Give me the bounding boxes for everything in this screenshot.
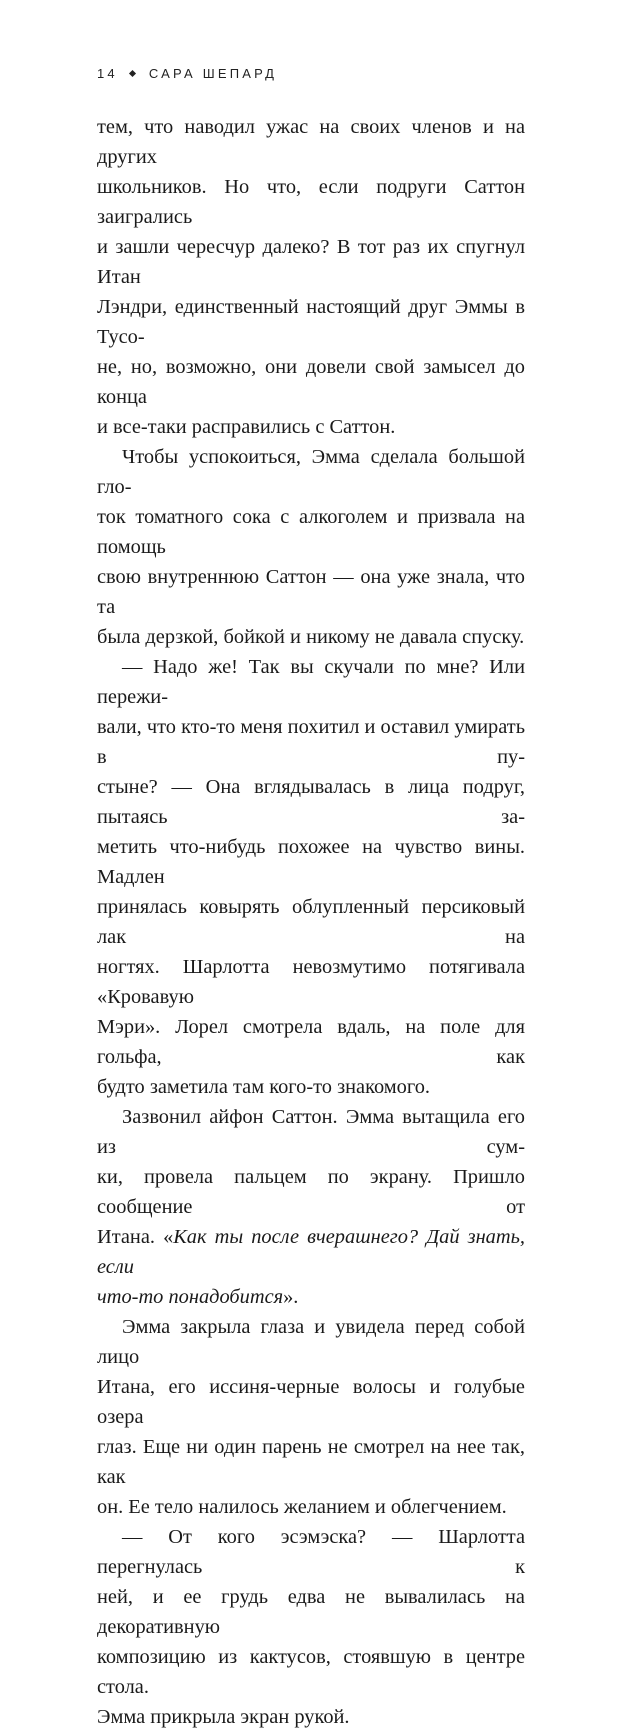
text-line: принялась ковырять облупленный персиковый лак на (97, 896, 525, 948)
text-line-with-italic (97, 1222, 525, 1282)
text-line: была дерзкой, бойкой и никому не давала спуску. (97, 626, 525, 648)
text-line: метить что-нибудь похожее на чувство вины. Мадлен (97, 836, 525, 888)
author-name: САРА ШЕПАРД (148, 66, 278, 81)
text-line: ки, провела пальцем по экрану. Пришло сообщение от (97, 1166, 525, 1218)
text-line: Мэри». Лорел смотрела вдаль, на поле для гольфа, как (97, 1016, 525, 1068)
text-line: композицию из кактусов, стоявшую в центре стола. (97, 1646, 525, 1698)
text-line: Зазвонил айфон Саттон. Эмма вытащила его из сум- (97, 1106, 525, 1158)
italic-message: что-то понадобится (97, 1286, 284, 1308)
text-fragment: ». (283, 1286, 299, 1308)
text-line: — Надо же! Так вы скучали по мне? Или пережи- (97, 656, 525, 708)
text-line: и зашли чересчур далеко? В тот раз их спугнул Итан (97, 236, 525, 288)
page-number: 14 (97, 66, 118, 81)
text-line: — От кого эсэмэска? — Шарлотта перегнулась к (97, 1526, 525, 1578)
text-line: тем, что наводил ужас на своих членов и на других (97, 116, 525, 168)
text-line: Эмма прикрыла экран рукой. (97, 1706, 350, 1728)
body-text (97, 112, 525, 1732)
text-line-with-italic (97, 1282, 525, 1312)
text-line: глаз. Еще ни один парень не смотрел на нее так, как (97, 1436, 525, 1488)
text-line: не, но, возможно, они довели свой замысел до конца (97, 356, 525, 408)
running-header (97, 66, 277, 81)
text-line: Лэндри, единственный настоящий друг Эммы в Тусо- (97, 296, 525, 348)
text-line: вали, что кто-то меня похитил и оставил умирать в пу- (97, 716, 525, 768)
text-line: Эмма закрыла глаза и увидела перед собой лицо (97, 1316, 525, 1368)
text-line: ток томатного сока с алкоголем и призвала на помощь (97, 506, 525, 558)
text-fragment: Итана. « (97, 1226, 174, 1248)
text-line: стыне? — Она вглядывалась в лица подруг, пытаясь за- (97, 776, 525, 828)
text-line: Итана, его иссиня-черные волосы и голубые озера (97, 1376, 525, 1428)
italic-message: Как ты после вчерашнего? Дай знать, если (97, 1226, 525, 1278)
text-line: свою внутреннюю Саттон — она уже знала, что та (97, 566, 525, 618)
text-line: ногтях. Шарлотта невозмутимо потягивала «Кровавую (97, 956, 525, 1008)
text-line: и все-таки расправились с Саттон. (97, 416, 396, 438)
text-line: будто заметила там кого-то знакомого. (97, 1076, 431, 1098)
text-line: он. Ее тело налилось желанием и облегчением. (97, 1496, 507, 1518)
text-line: школьников. Но что, если подруги Саттон заигрались (97, 176, 525, 228)
text-line: ней, и ее грудь едва не вывалилась на декоративную (97, 1586, 525, 1638)
text-line: Чтобы успокоиться, Эмма сделала большой гло- (97, 446, 525, 498)
diamond-separator-icon (129, 70, 136, 77)
